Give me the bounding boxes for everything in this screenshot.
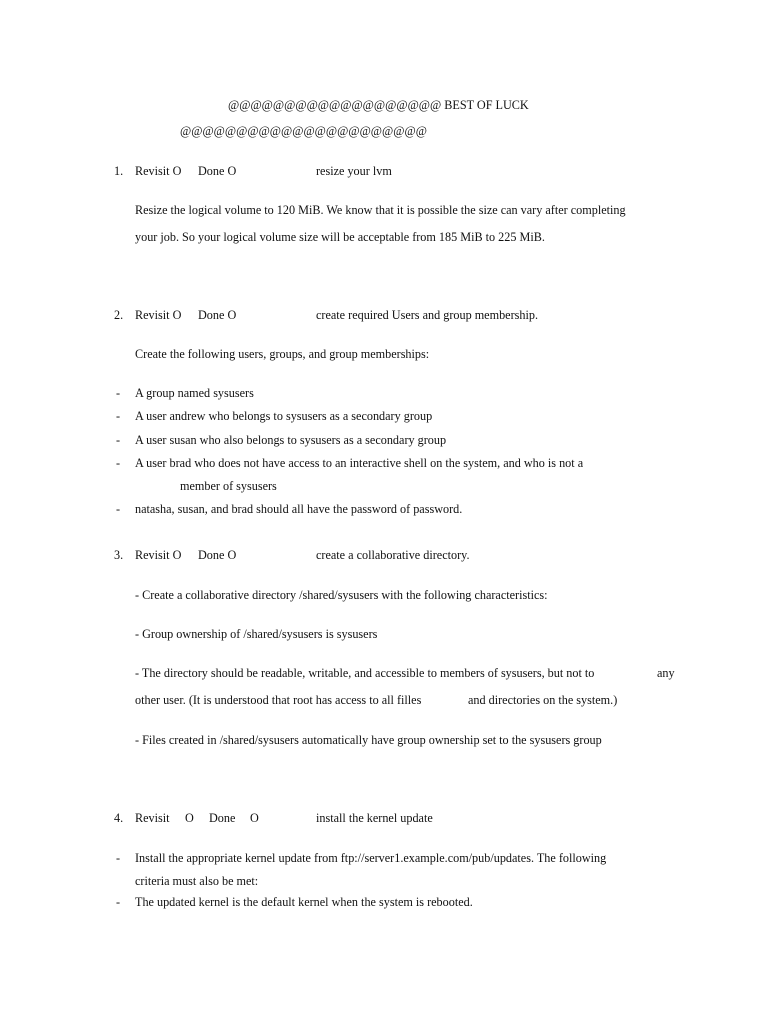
task-2-bullet-dash: - [116, 502, 121, 516]
task-3-body-line-3: - The directory should be readable, writable, and accessible to members of sysusers, but not to [135, 666, 595, 680]
task-3-number: 3. [114, 548, 124, 562]
task-4-revisit: Revisit [135, 811, 170, 825]
task-3-title: create a collaborative directory. [316, 548, 470, 562]
task-2-bullet-2: A user andrew who belongs to sysusers as a secondary group [135, 409, 433, 423]
task-2-bullet-3: A user susan who also belongs to sysusers as a secondary group [135, 433, 447, 447]
task-3-body-line-5: - Files created in /shared/sysusers automatically have group ownership set to the sysusers group [135, 733, 602, 747]
task-4-done-o: O [250, 811, 259, 825]
task-3-done: Done O [198, 548, 237, 562]
task-4-bullet-dash: - [116, 851, 121, 865]
task-2-bullet-4: A user brad who does not have access to an interactive shell on the system, and who is not a [135, 456, 584, 470]
task-2-bullet-dash: - [116, 433, 121, 447]
task-2-bullet-5: natasha, susan, and brad should all have the password of password. [135, 502, 463, 516]
task-1-done: Done O [198, 164, 237, 178]
task-2-bullet-4-cont: member of sysusers [180, 479, 277, 493]
task-2-bullet-dash: - [116, 456, 121, 470]
task-2-bullet-dash: - [116, 386, 121, 400]
task-2-bullet-1: A group named sysusers [135, 386, 254, 400]
task-3-body-line-2: - Group ownership of /shared/sysusers is sysusers [135, 627, 378, 641]
task-4-bullet-dash: - [116, 895, 121, 909]
task-3-body-line-3-tail: any [657, 666, 675, 680]
task-4-bullet-1: Install the appropriate kernel update from ftp://server1.example.com/pub/updates. The following [135, 851, 607, 865]
task-4-bullet-1-cont: criteria must also be met: [135, 874, 259, 888]
task-4-bullet-2: The updated kernel is the default kernel when the system is rebooted. [135, 895, 473, 909]
task-3-body-line-1: - Create a collaborative directory /shared/sysusers with the following characteristics: [135, 588, 548, 602]
task-2-revisit: Revisit O [135, 308, 182, 322]
task-4-done: Done [209, 811, 236, 825]
task-1-revisit: Revisit O [135, 164, 182, 178]
task-1-title: resize your lvm [316, 164, 392, 178]
task-3-body-line-4-tail: and directories on the system.) [468, 693, 618, 707]
task-4-number: 4. [114, 811, 124, 825]
task-1-number: 1. [114, 164, 124, 178]
task-2-bullet-dash: - [116, 409, 121, 423]
task-4-title: install the kernel update [316, 811, 433, 825]
header-line-2: @@@@@@@@@@@@@@@@@@@@@@ [180, 124, 427, 138]
task-2-done: Done O [198, 308, 237, 322]
task-2-number: 2. [114, 308, 124, 322]
task-1-body-line-1: Resize the logical volume to 120 MiB. We know that it is possible the size can vary after completing [135, 203, 626, 217]
task-4-revisit-o: O [185, 811, 194, 825]
task-2-title: create required Users and group membership. [316, 308, 538, 322]
task-3-revisit: Revisit O [135, 548, 182, 562]
task-1-body-line-2: your job. So your logical volume size will be acceptable from 185 MiB to 225 MiB. [135, 230, 545, 244]
task-2-intro: Create the following users, groups, and group memberships: [135, 347, 430, 361]
task-3-body-line-4: other user. (It is understood that root has access to all filles [135, 693, 422, 707]
header-line-1: @@@@@@@@@@@@@@@@@@@ BEST OF LUCK [228, 98, 529, 112]
